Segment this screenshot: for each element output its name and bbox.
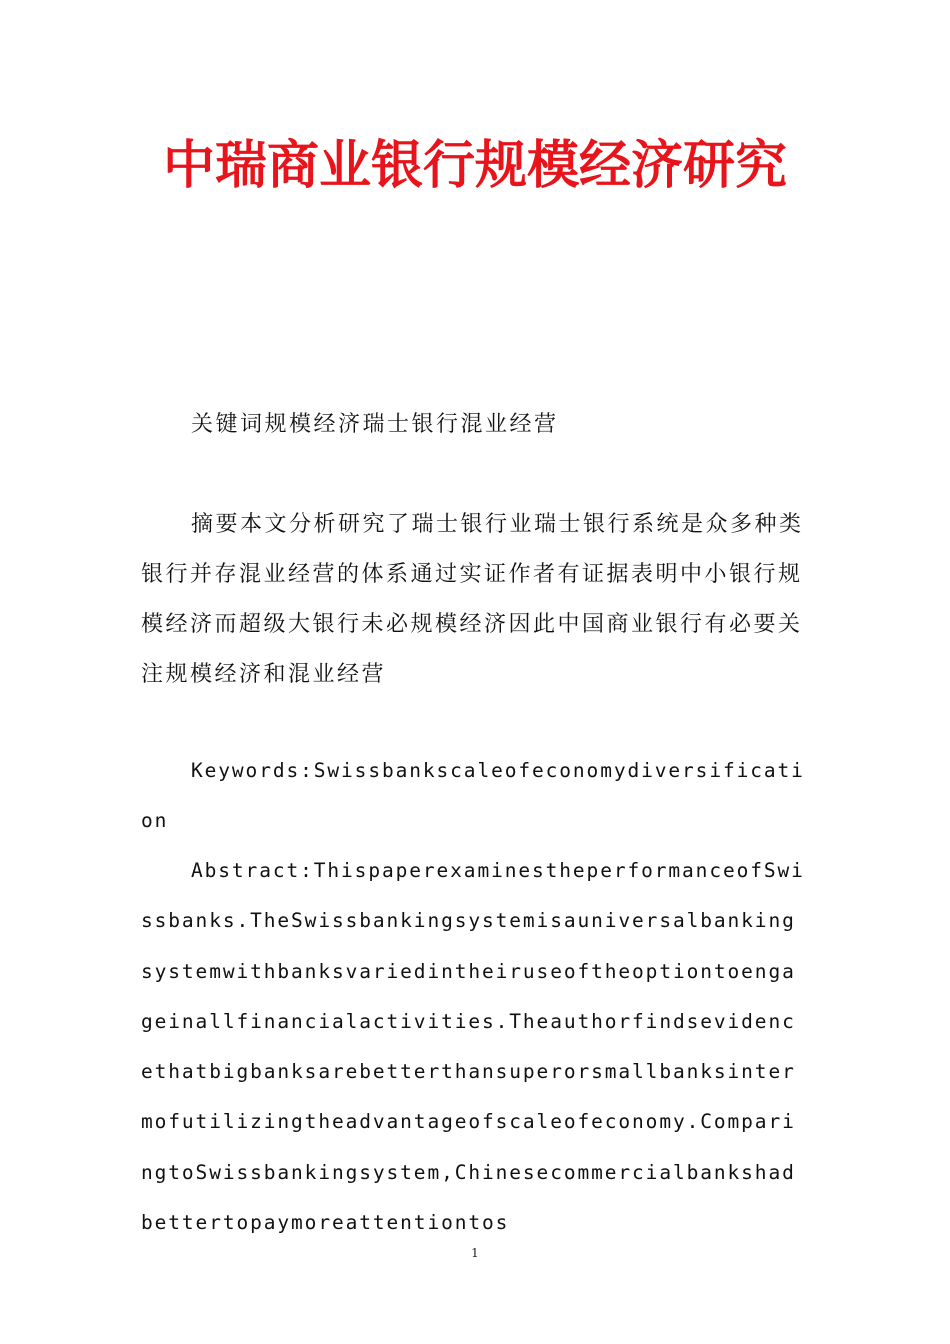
document-title: 中瑞商业银行规模经济研究 [162,136,787,196]
abstract-english: Abstract:ThispaperexaminestheperformanceofSwissbanks.TheSwissbankingsystemisauniversalbankingsystemwithbanksvariedintheiruseoftheoptiontoengageinallfinancialactivities.Theauthorfindsevidencethatbigbanksarebetterthansuperorsmallbanksintermofutilizingtheadvantageofscaleofeconomy.ComparingtoSwissbankingsystem,Chinesecommercialbankshadbettertopaymoreattentiontos [141,859,805,1235]
page-number: 1 [471,1246,479,1260]
abstract-chinese: 摘要本文分析研究了瑞士银行业瑞士银行系统是众多种类银行并存混业经营的体系通过实证作者有证据表明中小银行规模经济而超级大银行未必规模经济因此中国商业银行有必要关注规模经济和混业经营 [141,512,804,687]
keywords-english: Keywords:Swissbankscaleofeconomydiversification [141,759,805,832]
keywords-chinese: 关键词规模经济瑞士银行混业经营 [191,412,559,437]
